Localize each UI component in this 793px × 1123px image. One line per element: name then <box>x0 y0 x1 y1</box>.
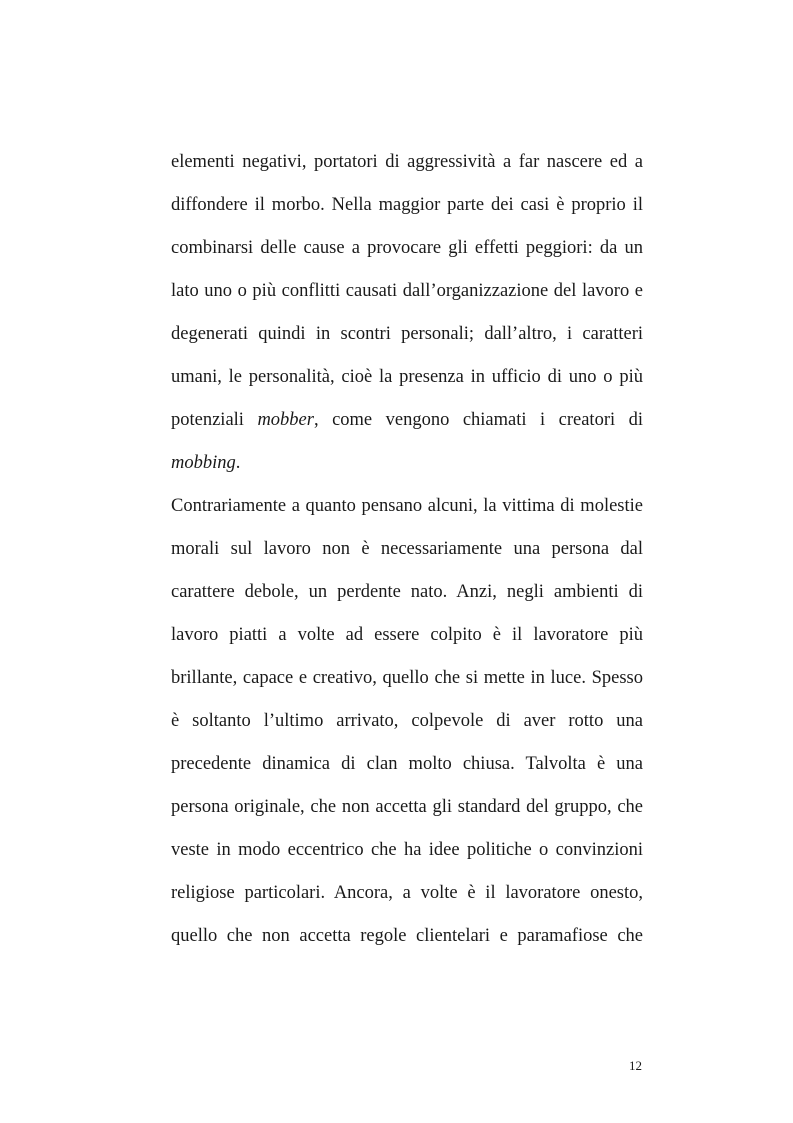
text-segment: lavoro piatti a volte ad essere colpito è il lavoratore più <box>171 625 643 645</box>
text-segment: lato uno o più conflitti causati dall’organizzazione del lavoro e <box>171 281 643 301</box>
text-segment: potenziali <box>171 410 258 430</box>
text-segment: elementi negativi, portatori di aggressività a far nascere ed a <box>171 152 643 172</box>
text-line <box>171 446 643 489</box>
text-line <box>171 188 643 231</box>
text-line <box>171 274 643 317</box>
text-line <box>171 575 643 618</box>
text-segment: . <box>235 453 241 473</box>
text-line <box>171 833 643 876</box>
text-line <box>171 231 643 274</box>
body-text <box>171 145 643 962</box>
text-segment: precedente dinamica di clan molto chiusa. Talvolta è una <box>171 754 643 774</box>
text-segment: combinarsi delle cause a provocare gli effetti peggiori: da un <box>171 238 643 258</box>
text-segment: Contrariamente a quanto pensano alcuni, la vittima di molestie <box>171 496 643 516</box>
text-line <box>171 532 643 575</box>
italic-term: mobbing <box>171 453 236 473</box>
text-line <box>171 145 643 188</box>
text-segment: morali sul lavoro non è necessariamente una persona dal <box>171 539 643 559</box>
text-segment: brillante, capace e creativo, quello che si mette in luce. Spesso <box>171 668 643 688</box>
text-line <box>171 704 643 747</box>
text-line <box>171 618 643 661</box>
text-segment: degenerati quindi in scontri personali; dall’altro, i caratteri <box>171 324 643 344</box>
text-segment: carattere debole, un perdente nato. Anzi, negli ambienti di <box>171 582 643 602</box>
text-line <box>171 317 643 360</box>
text-segment: persona originale, che non accetta gli standard del gruppo, che <box>171 797 643 817</box>
text-line <box>171 661 643 704</box>
text-segment: veste in modo eccentrico che ha idee politiche o convinzioni <box>171 840 643 860</box>
text-line <box>171 360 643 403</box>
text-line <box>171 403 643 446</box>
text-segment: religiose particolari. Ancora, a volte è il lavoratore onesto, <box>171 883 643 903</box>
text-segment: umani, le personalità, cioè la presenza in ufficio di uno o più <box>171 367 643 387</box>
text-line <box>171 876 643 919</box>
text-line <box>171 790 643 833</box>
italic-term: mobber <box>257 410 314 430</box>
text-line <box>171 489 643 532</box>
text-segment: quello che non accetta regole clientelari e paramafiose che <box>171 926 643 946</box>
text-line <box>171 747 643 790</box>
text-segment: è soltanto l’ultimo arrivato, colpevole di aver rotto una <box>171 711 643 731</box>
text-segment: , come vengono chiamati i creatori di <box>313 410 643 430</box>
page-number: 12 <box>629 1058 642 1073</box>
text-line <box>171 919 643 962</box>
text-segment: diffondere il morbo. Nella maggior parte dei casi è proprio il <box>171 195 643 215</box>
